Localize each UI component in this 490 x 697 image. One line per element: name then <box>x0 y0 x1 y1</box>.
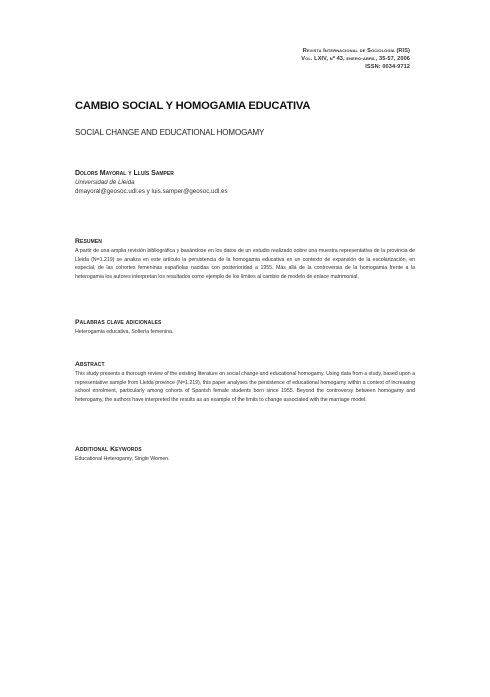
article-title: CAMBIO SOCIAL Y HOMOGAMIA EDUCATIVA <box>75 100 311 112</box>
author-emails[interactable]: dmayoral@geosoc.udl.es y luis.samper@geosoc.udl.es <box>75 187 228 195</box>
author-block <box>75 170 228 196</box>
palabras-clave-heading: Palabras clave adicionales <box>75 319 162 326</box>
resumen-body: A partir de una amplia revisión bibliográfica y basándose en los datos de un estudio realizado sobre una muestra representativa de la provincia de Lleida (N=1.219) se analiza en este artículo la persistencia de la homogamia educativa en un contexto de expansión de la escolarización, en especial, de las cohortes femeninas españolas nacidas con posterioridad a 1955. Más allá de la controversia de la homogamia frente a la heterogamia los autores interpretan los resultados como ejemplo de los límites al cambio de modelo de enlace matrimonial. <box>75 248 415 280</box>
journal-name: Revista Internacional de Sociología (RIS) <box>302 48 410 54</box>
palabras-clave-body: Heterogamia educativa, Soltería femenina. <box>75 329 174 335</box>
journal-volume: Vol. LXIV, nº 43, enero-abril, 35-57, 2006 <box>301 56 410 62</box>
keywords-section <box>75 446 415 464</box>
article-subtitle: SOCIAL CHANGE AND EDUCATIONAL HOMOGAMY <box>75 128 265 137</box>
journal-issn: ISSN: 0034-9712 <box>365 64 410 70</box>
abstract-section <box>75 361 415 404</box>
resumen-heading: Resumen <box>75 238 103 245</box>
abstract-body: This study presents a thorough review of the existing literature on social change and educational homogamy. Using data from a study, based upon a representative sample from Lleida province (N=1.219), this paper analyses the persistence of educational homogamy within a context of increasing school enrolment, particularly among cohorts of Spanish female students born since 1955. Beyond the controversy between homogamy and heterogamy, the authors have interpreted the results as an example of the limits to change associated with the marriage model. <box>75 371 415 403</box>
journal-info <box>301 47 410 71</box>
author-names: Dolors Mayoral y Lluís Samper <box>75 170 174 177</box>
keywords-heading: Additional Keywords <box>75 446 142 453</box>
abstract-heading: Abstract <box>75 361 105 368</box>
author-affiliation: Universidad de Lleida <box>75 178 135 186</box>
palabras-clave-section <box>75 319 415 337</box>
keywords-body: Educational Heterogamy, Single Women. <box>75 456 170 462</box>
resumen-section <box>75 238 415 281</box>
